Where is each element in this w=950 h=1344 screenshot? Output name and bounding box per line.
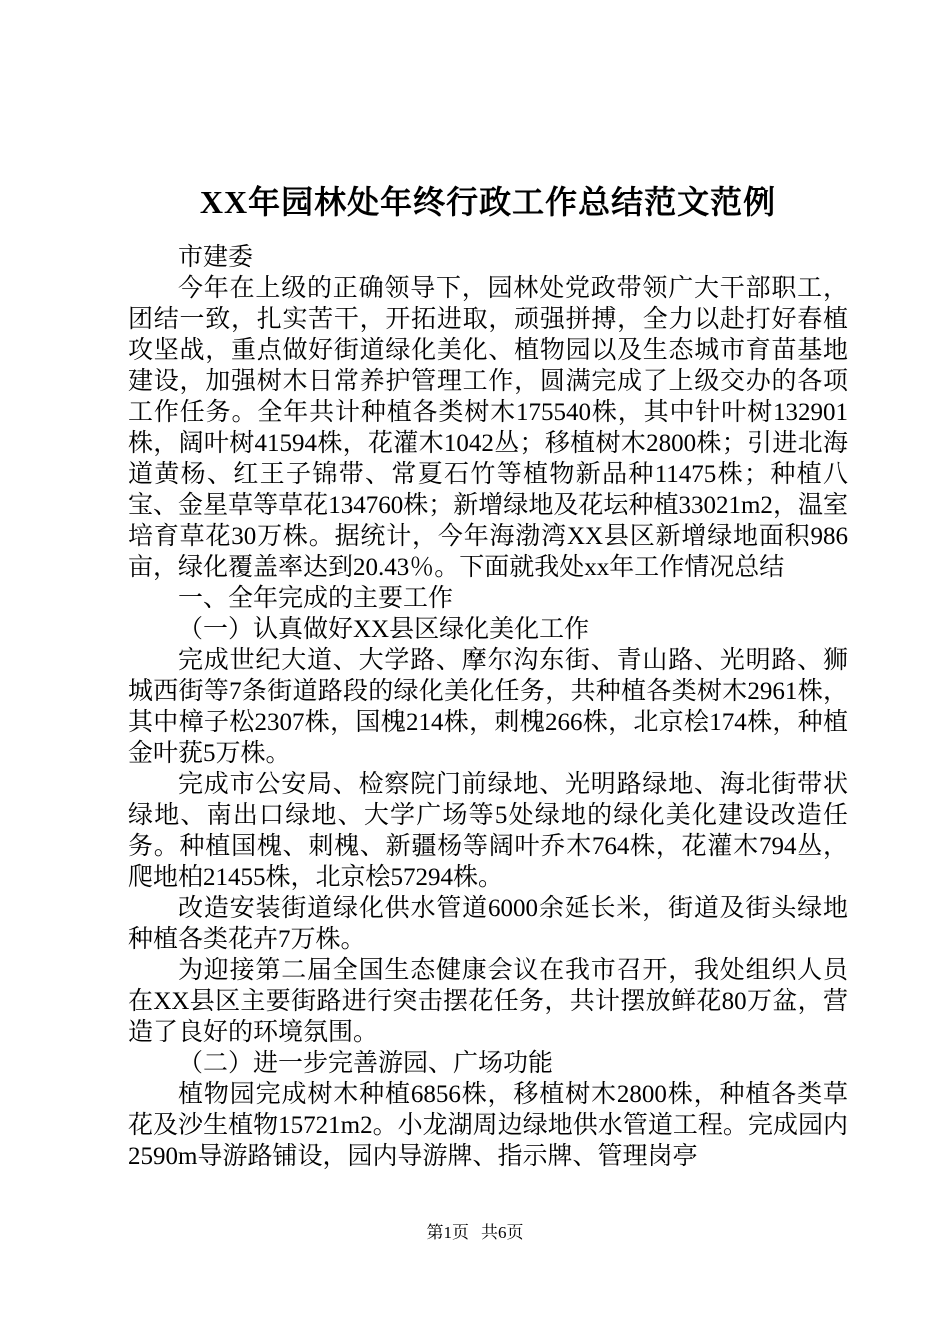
paragraph: 改造安装街道绿化供水管道6000余延长米，街道及街头绿地种植各类花卉7万株。 xyxy=(128,895,848,953)
page-number-label: 第1页 xyxy=(426,1223,469,1242)
page-count-label: 共6页 xyxy=(481,1223,524,1242)
paragraph: 今年在上级的正确领导下，园林处党政带领广大干部职工，团结一致，扎实苦干，开拓进取，顽强拼搏，全力以赴打好春植攻坚战，重点做好街道绿化美化、植物园以及生态城市育苗基地建设，加强树木日常养护管理工作，圆满完成了上级交办的各项工作任务。全年共计种植各类树木175540株，其中针叶树132901株，阔叶树41594株，花灌木1042丛；移植树木2800株；引进北海道黄杨、红王子锦带、常夏石竹等植物新品种11475株；种植八宝、金星草等草花134760株；新增绿地及花坛种植33021m2，温室培育草花30万株。据统计，今年海渤湾XX县区新增绿地面积986亩，绿化覆盖率达到20.43％。下面就我处xx年工作情况总结 xyxy=(128,275,848,581)
page-footer xyxy=(0,1222,950,1244)
document-title: XX年园林处年终行政工作总结范文范例 xyxy=(199,184,777,220)
paragraph: 完成市公安局、检察院门前绿地、光明路绿地、海北街带状绿地、南出口绿地、大学广场等5处绿地的绿化美化建设改造任务。种植国槐、刺槐、新疆杨等阔叶乔木764株，花灌木794丛，爬地柏21455株，北京桧57294株。 xyxy=(128,771,848,891)
paragraph: 一、全年完成的主要工作 xyxy=(178,585,454,612)
paragraph: 市建委 xyxy=(178,244,254,271)
paragraph: （一）认真做好XX县区绿化美化工作 xyxy=(178,616,590,643)
paragraph: 植物园完成树木种植6856株，移植树木2800株，种植各类草花及沙生植物15721m2。小龙湖周边绿地供水管道工程。完成园内2590m导游路铺设，园内导游牌、指示牌、管理岗亭 xyxy=(128,1081,848,1170)
document-body xyxy=(128,242,848,1172)
paragraph: 完成世纪大道、大学路、摩尔沟东街、青山路、光明路、狮城西街等7条街道路段的绿化美化任务，共种植各类树木2961株，其中樟子松2307株，国槐214株，刺槐266株，北京桧174株，种植金叶莸5万株。 xyxy=(128,647,848,767)
paragraph: （二）进一步完善游园、广场功能 xyxy=(178,1050,554,1077)
paragraph: 为迎接第二届全国生态健康会议在我市召开，我处组织人员在XX县区主要街路进行突击摆花任务，共计摆放鲜花80万盆，营造了良好的环境氛围。 xyxy=(128,957,848,1046)
